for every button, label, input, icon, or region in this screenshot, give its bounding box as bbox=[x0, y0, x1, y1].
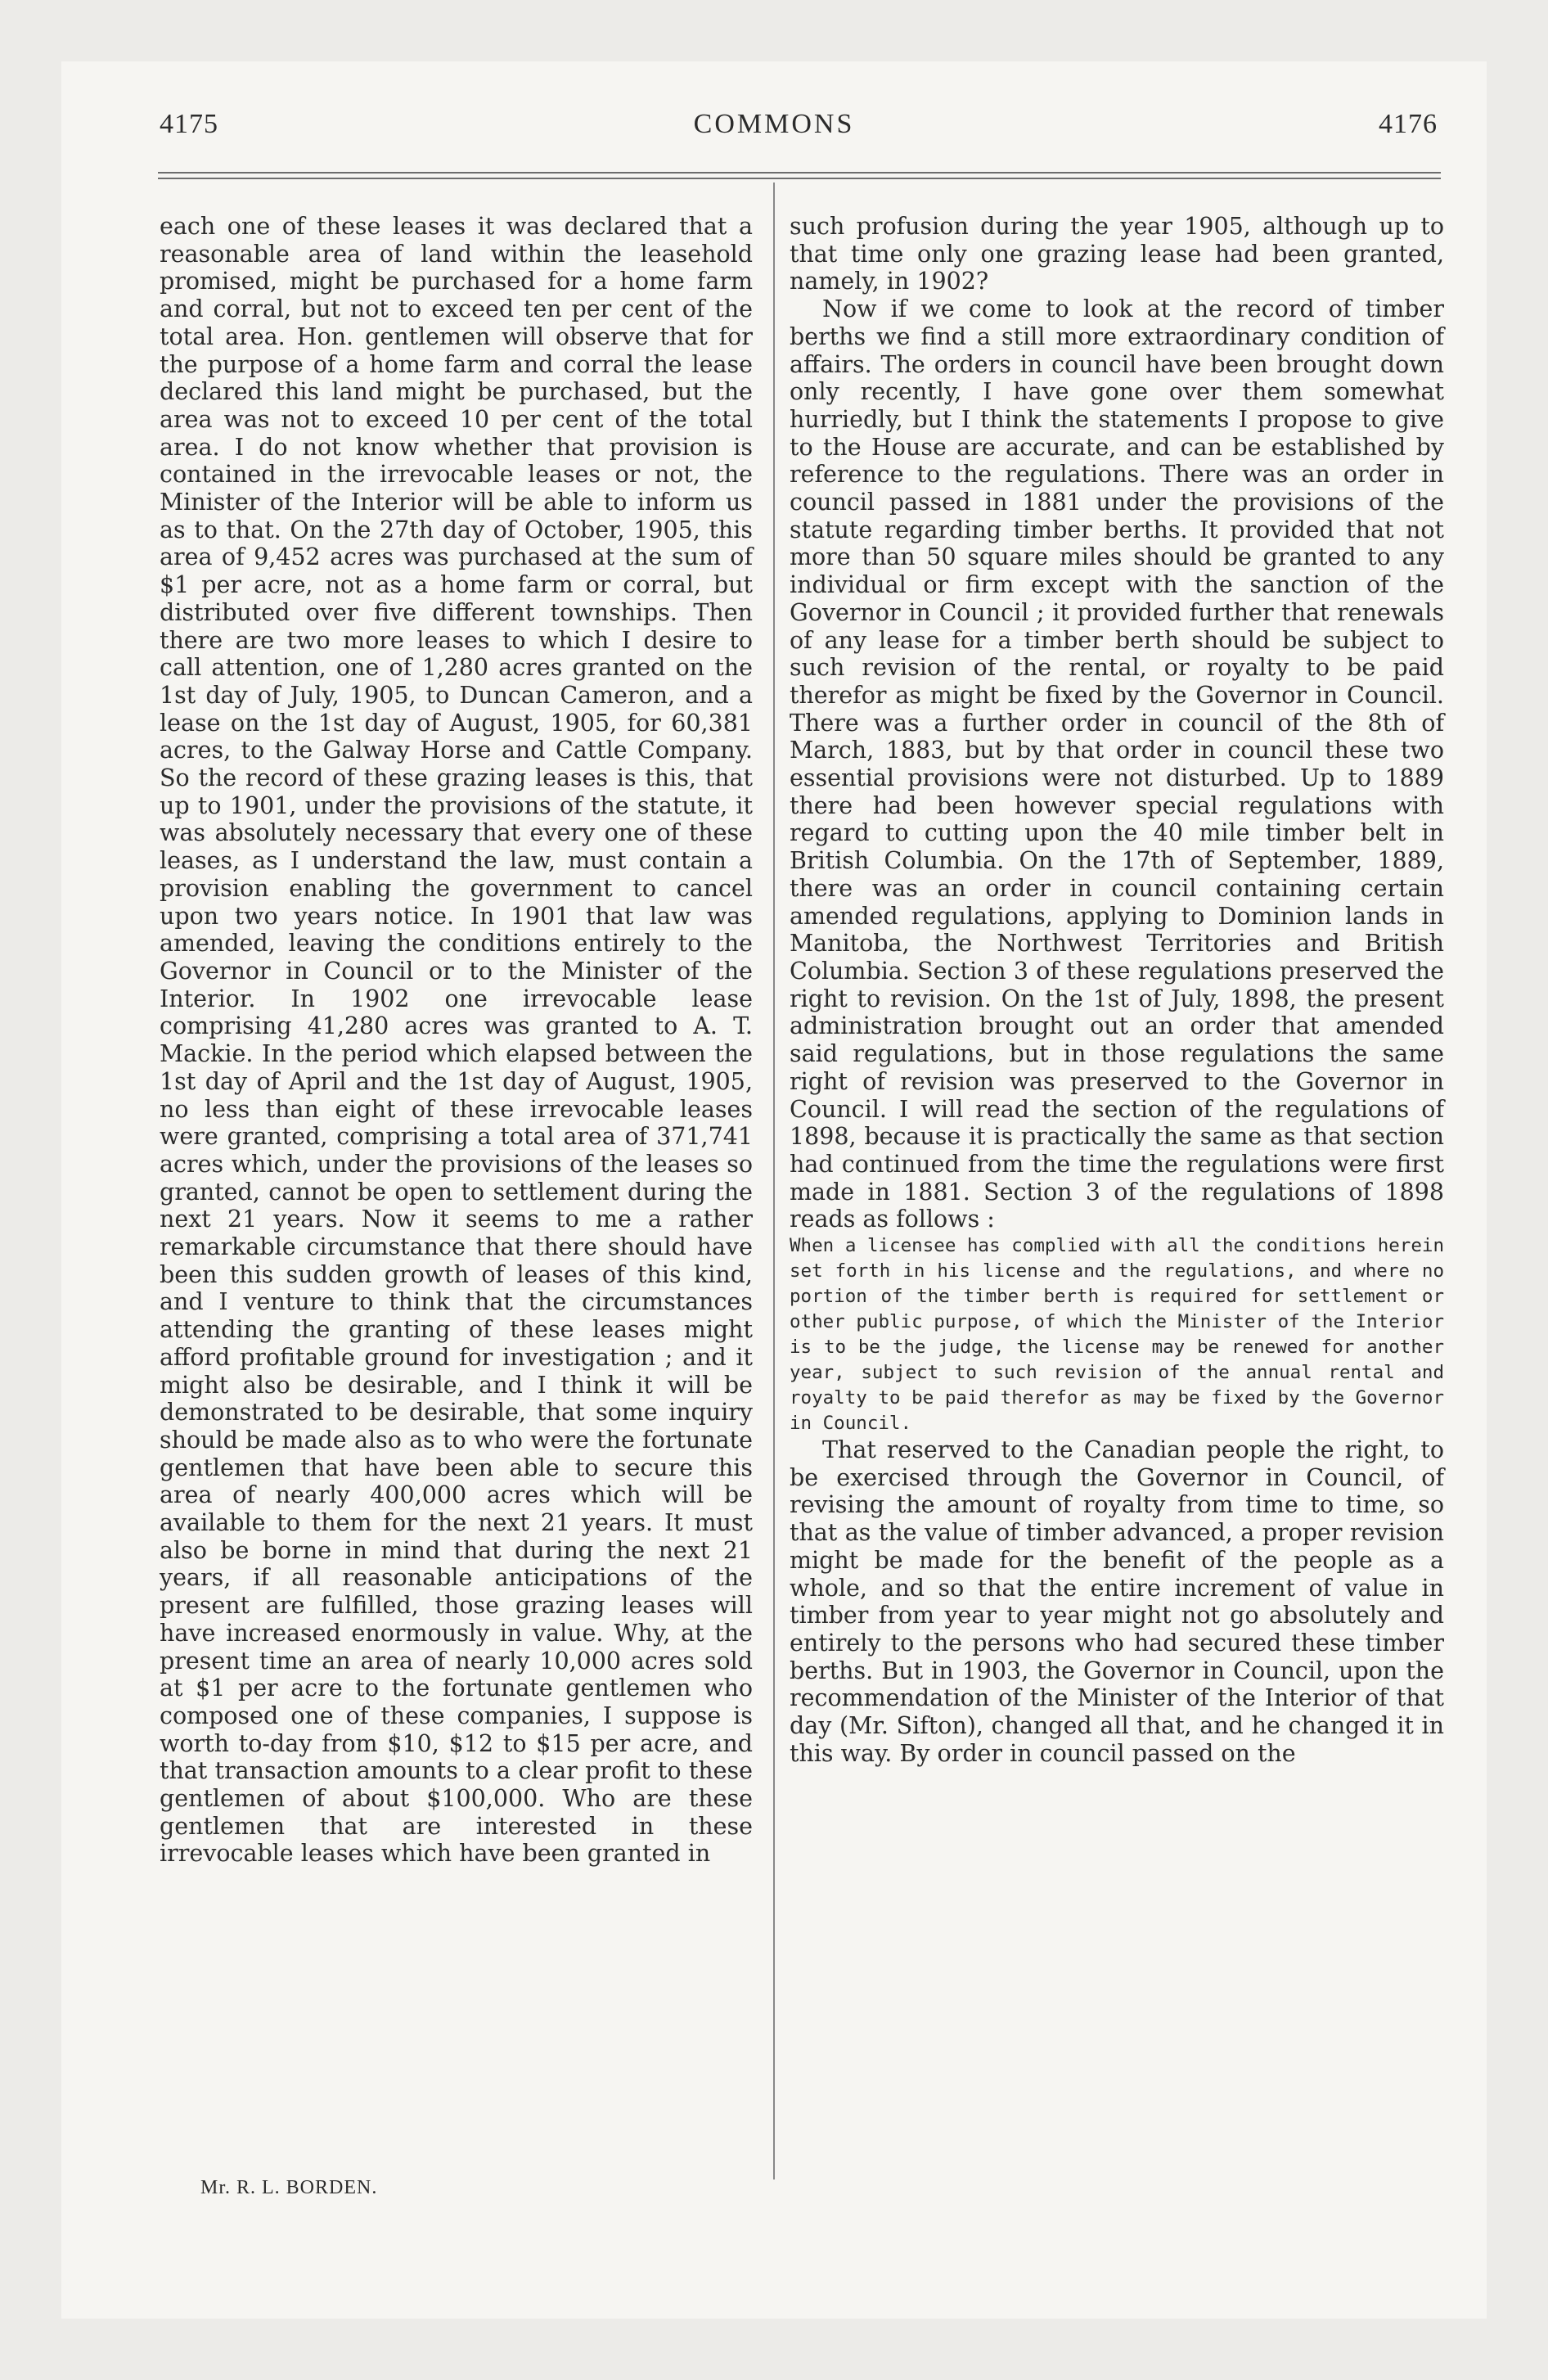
page-number-right: 4176 bbox=[1379, 109, 1438, 139]
right-paragraph-2: Now if we come to look at the record of timber berths we find a still more extraordinary condition of affairs. The orders in council have been brought down only recently, I have gone over them somewhat hurriedly, but I think the statements I propose to give to the House are accurate, and can be established by reference to the regulations. There was an order in council passed in 1881 under the provisions of the statute regarding timber berths. It provided that not more than 50 square miles should be granted to any individual or firm except with the sanction of the Governor in Council ; it provided further that renewals of any lease for a timber berth should be subject to such revision of the rental, or royalty to be paid therefor as might be fixed by the Governor in Council. There was a further order in council of the 8th of March, 1883, but by that order in council these two essential provisions were not disturbed. Up to 1889 there had been however special regulations with regard to cutting upon the 40 mile timber belt in British Columbia. On the 17th of September, 1889, there was an order in council containing certain amended regulations, applying to Dominion lands in Manitoba, the Northwest Territories and British Columbia. Section 3 of these regulations preserved the right to revision. On the 1st of July, 1898, the present administration brought out an order that amended said regulations, but in those regulations the same right of revision was preserved to the Governor in Council. I will read the section of the regulations of 1898, because it is practically the same as that section had continued from the time the regulations were first made in 1881. Section 3 of the regulations of 1898 reads as follows : bbox=[790, 295, 1444, 1233]
regulation-quote: When a licensee has complied with all the conditions herein set forth in his license and the regulations, and where no portion of the timber berth is required for settlement or other public purpose, of which the Minister of the Interior is to be the judge, the license may be renewed for another year, subject to such revision of the annual rental and royalty to be paid therefor as may be fixed by the Governor in Council. bbox=[790, 1235, 1444, 1435]
right-paragraph-3: That reserved to the Canadian people the right, to be exercised through the Governor in Council, of revising the amount of royalty from time to time, so that as the value of timber advanced, a proper revision might be made for the benefit of the people as a whole, and so that the entire increment of value in timber from year to year might not go absolutely and entirely to the persons who had secured these timber berths. But in 1903, the Governor in Council, upon the recommendation of the Minister of the Interior of that day (Mr. Sifton), changed all that, and he changed it in this way. By order in council passed on the bbox=[790, 1436, 1444, 1767]
page-title: COMMONS bbox=[693, 109, 855, 139]
column-divider bbox=[773, 183, 775, 2179]
left-column bbox=[160, 213, 753, 1868]
header-rule-bottom bbox=[158, 178, 1441, 179]
speaker-footer: Mr. R. L. BORDEN. bbox=[200, 2177, 378, 2198]
right-paragraph-1: such profusion during the year 1905, although up to that time only one grazing lease had been granted, namely, in 1902? bbox=[790, 213, 1444, 295]
right-column bbox=[790, 213, 1444, 1767]
page-number-left: 4175 bbox=[160, 109, 218, 139]
page-header bbox=[61, 109, 1487, 158]
hansard-page bbox=[61, 61, 1487, 2319]
header-rule-top bbox=[158, 172, 1441, 174]
left-paragraph-1: each one of these leases it was declared that a reasonable area of land within the leasehold promised, might be purchased for a home farm and corral, but not to exceed ten per cent of the total area. Hon. gentlemen will observe that for the purpose of a home farm and corral the lease declared this land might be purchased, but the area was not to exceed 10 per cent of the total area. I do not know whether that provision is contained in the irrevocable leases or not, the Minister of the Interior will be able to inform us as to that. On the 27th day of October, 1905, this area of 9,452 acres was purchased at the sum of $1 per acre, not as a home farm or corral, but distributed over five different townships. Then there are two more leases to which I desire to call attention, one of 1,280 acres granted on the 1st day of July, 1905, to Duncan Cameron, and a lease on the 1st day of August, 1905, for 60,381 acres, to the Galway Horse and Cattle Company. So the record of these grazing leases is this, that up to 1901, under the provisions of the statute, it was absolutely necessary that every one of these leases, as I understand the law, must contain a provision enabling the government to cancel upon two years notice. In 1901 that law was amended, leaving the conditions entirely to the Governor in Council or to the Minister of the Interior. In 1902 one irrevocable lease comprising 41,280 acres was granted to A. T. Mackie. In the period which elapsed between the 1st day of April and the 1st day of August, 1905, no less than eight of these irrevocable leases were granted, comprising a total area of 371,741 acres which, under the provisions of the leases so granted, cannot be open to settlement during the next 21 years. Now it seems to me a rather remarkable circumstance that there should have been this sudden growth of leases of this kind, and I venture to think that the circumstances attending the granting of these leases might afford profitable ground for investigation ; and it might also be desirable, and I think it will be demonstrated to be desirable, that some inquiry should be made also as to who were the fortunate gentlemen that have been able to secure this area of nearly 400,000 acres which will be available to them for the next 21 years. It must also be borne in mind that during the next 21 years, if all reasonable anticipations of the present are fulfilled, those grazing leases will have increased enormously in value. Why, at the present time an area of nearly 10,000 acres sold at $1 per acre to the fortunate gentlemen who composed one of these companies, I suppose is worth to-day from $10, $12 to $15 per acre, and that transaction amounts to a clear profit to these gentlemen of about $100,000. Who are these gentlemen that are interested in these irrevocable leases which have been granted in bbox=[160, 213, 753, 1868]
